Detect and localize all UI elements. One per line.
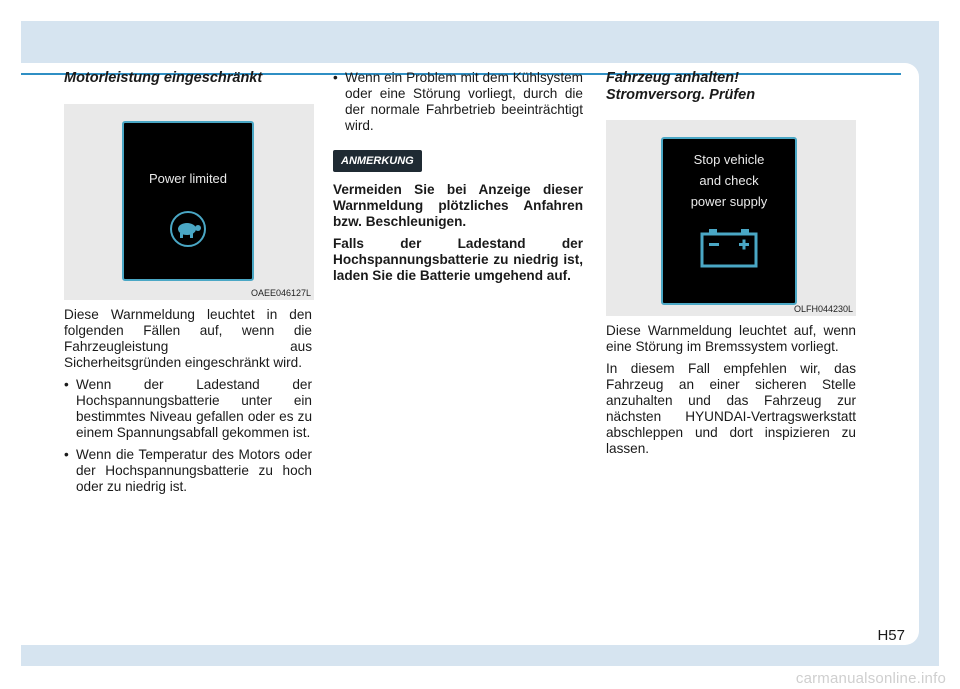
battery-icon (699, 227, 759, 269)
screen-message-line: and check (699, 173, 759, 188)
column-right (606, 70, 856, 457)
watermark: carmanualsonline.info (795, 670, 946, 687)
list-item: • Wenn der Ladestand der Hochspannungsbatterie unter ein bestimmtes Niveau gefallen oder es zu einem Spannungsabfall gekommen ist. (64, 377, 312, 441)
intro-paragraph: Diese Warnmeldung leuchtet in den folgenden Fällen auf, wenn die Fahrzeugleistung aus Sicherheitsgründen eingeschränkt wird. (64, 307, 312, 370)
notice-paragraph: Falls der Ladestand der Hochspannungsbatterie zu niedrig ist, laden Sie die Batterie umgehend auf. (333, 236, 583, 283)
notice-body (333, 182, 583, 284)
page-number: H57 (877, 627, 905, 644)
figure-caption: OLFH044230L (793, 304, 853, 314)
column-left (64, 70, 312, 495)
body-paragraph: In diesem Fall empfehlen wir, das Fahrzeug an einer sicheren Stelle anzuhalten und das Fahrzeug zur nächsten HYUNDAI-Vertragswerkstatt abschleppen und dort inspizieren zu lassen. (606, 361, 856, 456)
section-heading-power-limited: Motorleistung eingeschränkt (64, 70, 263, 86)
bullet-list (333, 70, 583, 134)
notice-paragraph: Vermeiden Sie bei Anzeige dieser Warnmeldung plötzliches Anfahren bzw. Beschleunigen. (333, 182, 583, 229)
heading-line: Stromversorg. Prüfen (606, 87, 756, 103)
column-middle (333, 70, 583, 284)
display-screen (122, 121, 254, 281)
notice-label-wrap (333, 150, 583, 172)
bullet-list (64, 377, 312, 495)
body-paragraph: Diese Warnmeldung leuchtet auf, wenn eine Störung im Bremssystem vorliegt. (606, 323, 856, 354)
figure-power-limited (64, 104, 314, 300)
screen-message: Power limited (148, 171, 228, 186)
figure-caption: OAEE046127L (250, 288, 311, 298)
notice-badge: ANMERKUNG (333, 150, 422, 172)
section-heading-stop-vehicle (606, 70, 856, 104)
heading-line: Fahrzeug anhalten! (606, 70, 739, 86)
display-screen (661, 137, 797, 305)
list-item: • Wenn ein Problem mit dem Kühlsystem oder eine Störung vorliegt, durch die der normale Fahrbetrieb beeinträchtigt wird. (333, 70, 583, 134)
list-item: • Wenn die Temperatur des Motors oder der Hochspannungsbatterie zu hoch oder zu niedrig ist. (64, 447, 312, 495)
screen-message-line: power supply (690, 194, 768, 209)
turtle-icon (168, 209, 208, 249)
figure-stop-vehicle (606, 120, 856, 316)
screen-message-line: Stop vehicle (693, 152, 765, 167)
